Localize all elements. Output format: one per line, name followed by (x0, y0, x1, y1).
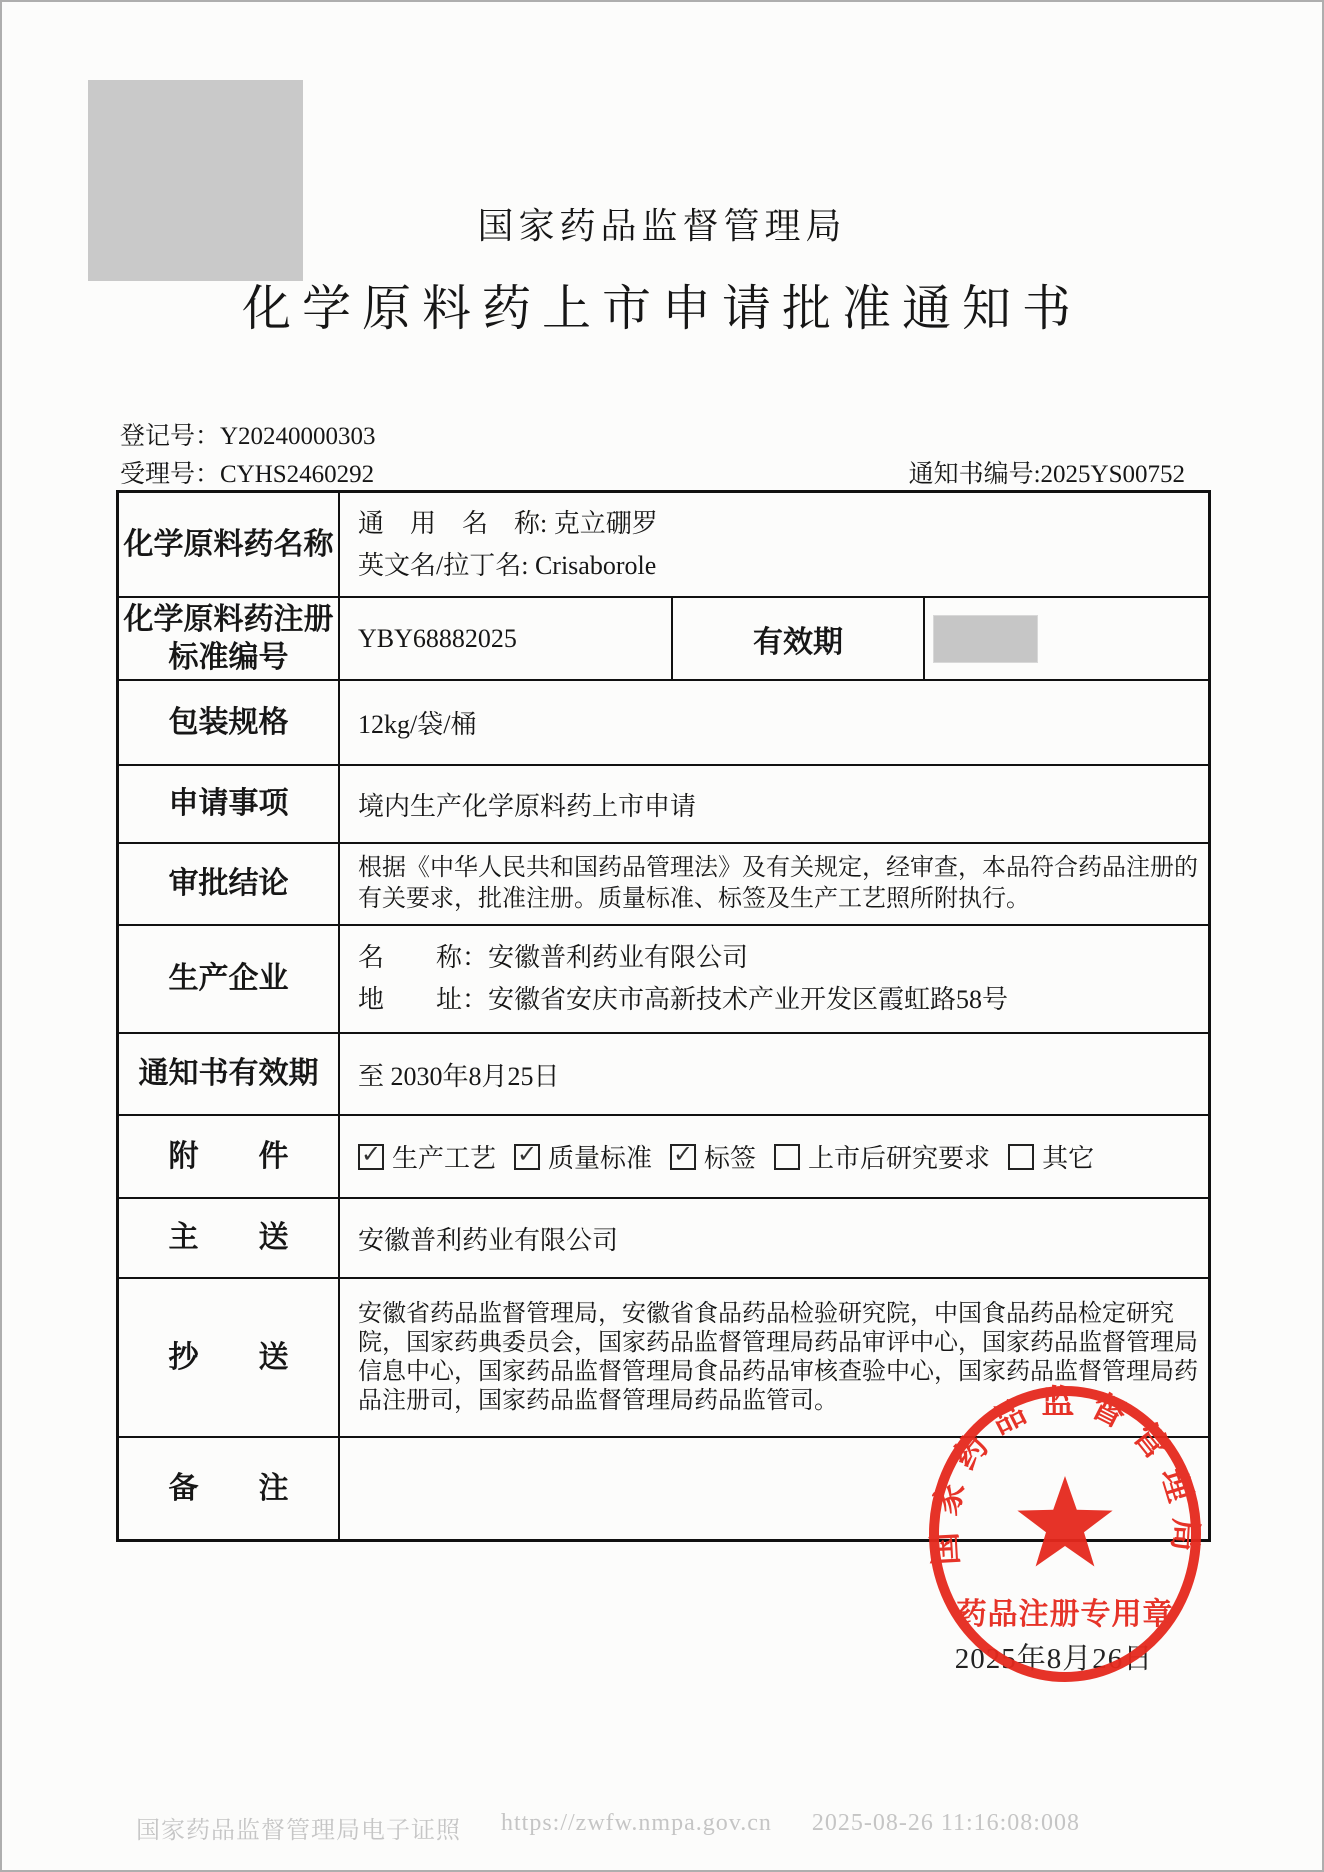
notice-validity-label: 通知书有效期 (119, 1034, 340, 1114)
validity-value-cell (925, 598, 1208, 679)
table-row-main-send (119, 1197, 1208, 1277)
main-send-value: 安徽普利药业有限公司 (358, 1225, 619, 1255)
attachment-item (774, 1138, 990, 1175)
generic-name-line: 通 用 名 称: 克立硼罗 (358, 508, 658, 538)
attachment-item (670, 1138, 756, 1175)
conclusion-label: 审批结论 (119, 844, 340, 924)
application-value: 境内生产化学原料药上市申请 (358, 791, 697, 821)
conclusion-value: 根据《中华人民共和国药品管理法》及有关规定，经审查，本品符合药品注册的有关要求，批准注册。质量标准、标签及生产工艺照所附执行。 (358, 855, 1198, 912)
standard-number-label: 化学原料药注册 标准编号 (119, 598, 340, 679)
table-row-application (119, 764, 1208, 842)
redacted-validity-box (933, 615, 1038, 663)
checkbox-label: ✓ (670, 1144, 696, 1170)
footer-url: https://zwfw.nmpa.gov.cn (501, 1810, 772, 1836)
checkbox-post-market-study (774, 1144, 800, 1170)
attachment-label: 其它 (1042, 1144, 1095, 1173)
cc-label: 抄 送 (119, 1279, 340, 1436)
footer-credential: 国家药品监督管理局电子证照 (136, 1818, 461, 1844)
drug-name-content (340, 493, 1208, 596)
attachment-item (358, 1138, 496, 1175)
validity-label: 有效期 (673, 598, 925, 679)
redacted-logo-box (88, 80, 303, 281)
table-row-standard-number (119, 596, 1208, 679)
seal-arc-text: 国家药品监督管理局 (926, 1384, 1204, 1567)
seal-bottom-text: 药品注册专用章 (956, 1598, 1174, 1631)
packaging-label: 包装规格 (119, 681, 340, 764)
checkbox-other (1008, 1144, 1034, 1170)
manufacturer-content (340, 926, 1208, 1032)
attachments-checklist (358, 1138, 1208, 1175)
attachments-content (340, 1116, 1208, 1197)
attachment-label: 质量标准 (548, 1144, 653, 1173)
footer-timestamp: 2025-08-26 11:16:08:008 (811, 1810, 1080, 1836)
manufacturer-name-line: 名 称：安徽普利药业有限公司 (358, 943, 749, 972)
application-label: 申请事项 (119, 766, 340, 842)
cc-value: 安徽省药品监督管理局，安徽省食品药品检验研究院，中国食品药品检定研究院，国家药典委员会，国家药品监督管理局药品审评中心，国家药品监督管理局信息中心，国家药品监督管理局食品药品审核查验中心，国家药品监督管理局药品注册司，国家药品监督管理局药品监管司。 (358, 1300, 1198, 1414)
table-row-attachments (119, 1114, 1208, 1197)
latin-name-line: 英文名/拉丁名: Crisaborole (358, 550, 657, 580)
attachment-label: 标签 (704, 1144, 757, 1173)
table-row-packaging (119, 679, 1208, 764)
attachment-item (514, 1138, 652, 1175)
registration-number: 登记号：Y20240000303 (120, 423, 376, 450)
table-row-notice-validity (119, 1032, 1208, 1114)
attachment-label: 生产工艺 (392, 1144, 497, 1173)
main-send-label: 主 送 (119, 1199, 340, 1277)
footer (136, 1810, 1080, 1845)
remarks-label: 备 注 (119, 1438, 340, 1539)
manufacturer-label: 生产企业 (119, 926, 340, 1032)
attachment-item (1008, 1138, 1094, 1175)
drug-name-label: 化学原料药名称 (119, 493, 340, 596)
attachment-label: 上市后研究要求 (808, 1144, 991, 1173)
attachments-label: 附 件 (119, 1116, 340, 1197)
notice-validity-value: 至 2030年8月25日 (358, 1061, 560, 1091)
standard-number-value: YBY68882025 (340, 598, 673, 679)
document-title: 化学原料药上市申请批准通知书 (241, 281, 1082, 336)
stamp-date: 2025年8月26日 (954, 1643, 1154, 1675)
seal-star-icon (1017, 1476, 1112, 1567)
checkbox-quality-standard: ✓ (514, 1144, 540, 1170)
table-row-drug-name (119, 493, 1208, 596)
manufacturer-address-line: 地 址：安徽省安庆市高新技术产业开发区霞虹路58号 (358, 985, 1009, 1014)
table-row-manufacturer (119, 924, 1208, 1032)
official-seal-stamp (920, 1384, 1210, 1694)
notice-number: 通知书编号:2025YS00752 (908, 461, 1185, 488)
packaging-value: 12kg/袋/桶 (358, 710, 477, 739)
issuing-agency: 国家药品监督管理局 (477, 206, 847, 246)
table-row-conclusion (119, 842, 1208, 924)
checkbox-production-process: ✓ (358, 1144, 384, 1170)
acceptance-number: 受理号：CYHS2460292 (120, 461, 375, 488)
